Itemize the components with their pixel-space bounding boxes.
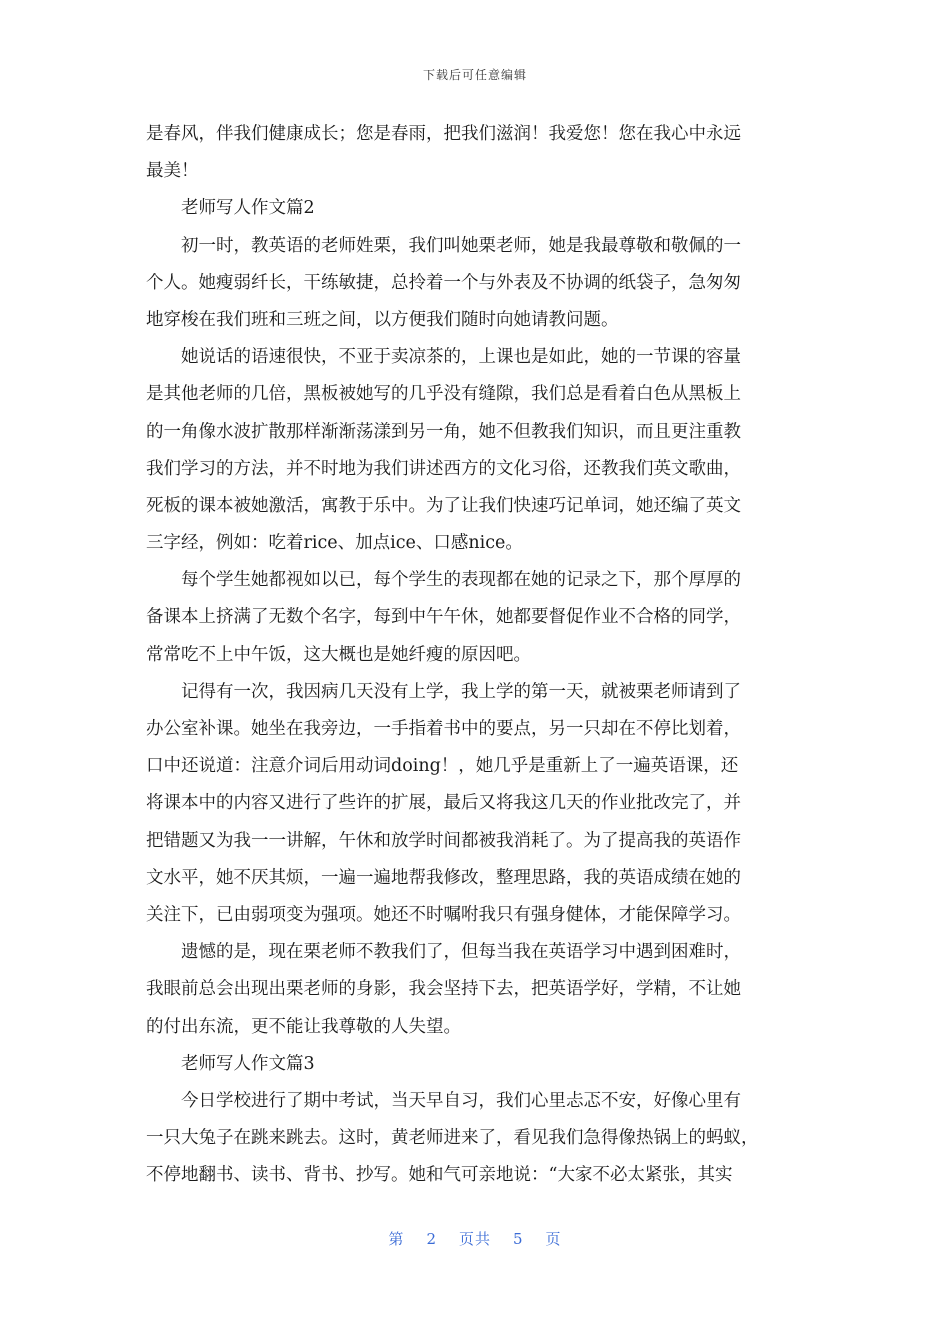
text-line: 地穿梭在我们班和三班之间，以方便我们随时向她请教问题。: [146, 309, 619, 330]
text-line: 的一角像水波扩散那样渐渐荡漾到另一角，她不但教我们知识，而且更注重教: [146, 421, 741, 442]
text-line: 是其他老师的几倍，黑板被她写的几乎没有缝隙，我们总是看着白色从黑板上: [146, 384, 741, 405]
footer-middle: 页共: [458, 1230, 491, 1248]
text-line: 办公室补课。她坐在我旁边，一手指着书中的要点，另一只却在不停比划着，: [146, 719, 741, 739]
text-line: 关注下，已由弱项变为强项。她还不时嘱咐我只有强身健体，才能保障学习。: [146, 904, 741, 925]
footer-total-pages: 5: [513, 1230, 524, 1248]
text-line: 我们学习的方法，并不时地为我们讲述西方的文化习俗，还教我们英文歌曲，: [146, 458, 741, 479]
text-line: 备课本上挤满了无数个名字，每到中午午休，她都要督促作业不合格的同学，: [146, 607, 741, 628]
page-footer: [0, 1228, 950, 1249]
text-line: 我眼前总会出现出栗老师的身影，我会坚持下去，把英语学好，学精，不让她: [146, 979, 741, 1000]
text-line: 老师写人作文篇2: [181, 198, 315, 219]
document-body: [146, 116, 806, 1194]
text-line: 常常吃不上中午饭，这大概也是她纤瘦的原因吧。: [146, 644, 531, 665]
text-line: 个人。她瘦弱纤长，干练敏捷，总拎着一个与外表及不协调的纸袋子，急匆匆: [146, 272, 741, 293]
text-line: 死板的课本被她激活，寓教于乐中。为了让我们快速巧记单词，她还编了英文: [146, 495, 741, 516]
page-header: 下载后可任意编辑: [422, 68, 527, 82]
text-line: 文水平，她不厌其烦，一遍一遍地帮我修改，整理思路，我的英语成绩在她的: [146, 867, 741, 888]
text-line: 三字经，例如：吃着rice、加点ice、口感nice。: [146, 533, 523, 554]
text-line: 最美！: [146, 161, 199, 182]
text-line: 把错题又为我一一讲解，午休和放学时间都被我消耗了。为了提高我的英语作: [146, 830, 741, 851]
text-line: 记得有一次，我因病几天没有上学，我上学的第一天，就被栗老师请到了: [181, 681, 741, 702]
footer-prefix: 第: [388, 1230, 405, 1248]
text-line: 口中还说道：注意介词后用动词doing！，她几乎是重新上了一遍英语课，还: [146, 756, 739, 777]
text-line: 初一时，教英语的老师姓栗，我们叫她栗老师，她是我最尊敬和敬佩的一: [181, 235, 741, 256]
text-line: 的付出东流，更不能让我尊敬的人失望。: [146, 1016, 461, 1037]
text-line: 是春风，伴我们健康成长；您是春雨，把我们滋润！我爱您！您在我心中永远: [146, 124, 741, 144]
text-line: 将课本中的内容又进行了些许的扩展，最后又将我这几天的作业批改完了，并: [146, 793, 741, 814]
text-line: 一只大兔子在跳来跳去。这时，黄老师进来了，看见我们急得像热锅上的蚂蚁，: [146, 1128, 759, 1149]
text-line: 遗憾的是，现在栗老师不教我们了，但每当我在英语学习中遇到困难时，: [181, 942, 741, 963]
text-line: 老师写人作文篇3: [181, 1053, 315, 1074]
text-line: 每个学生她都视如以已，每个学生的表现都在她的记录之下，那个厚厚的: [181, 570, 741, 591]
footer-suffix: 页: [545, 1230, 562, 1248]
text-line: 她说话的语速很快，不亚于卖凉茶的，上课也是如此，她的一节课的容量: [181, 347, 741, 368]
text-line: 今日学校进行了期中考试，当天早自习，我们心里忐忑不安，好像心里有: [181, 1090, 741, 1111]
text-line: 不停地翻书、读书、背书、抄写。她和气可亲地说：“大家不必太紧张，其实: [146, 1165, 733, 1186]
footer-page-number: 2: [426, 1230, 437, 1248]
